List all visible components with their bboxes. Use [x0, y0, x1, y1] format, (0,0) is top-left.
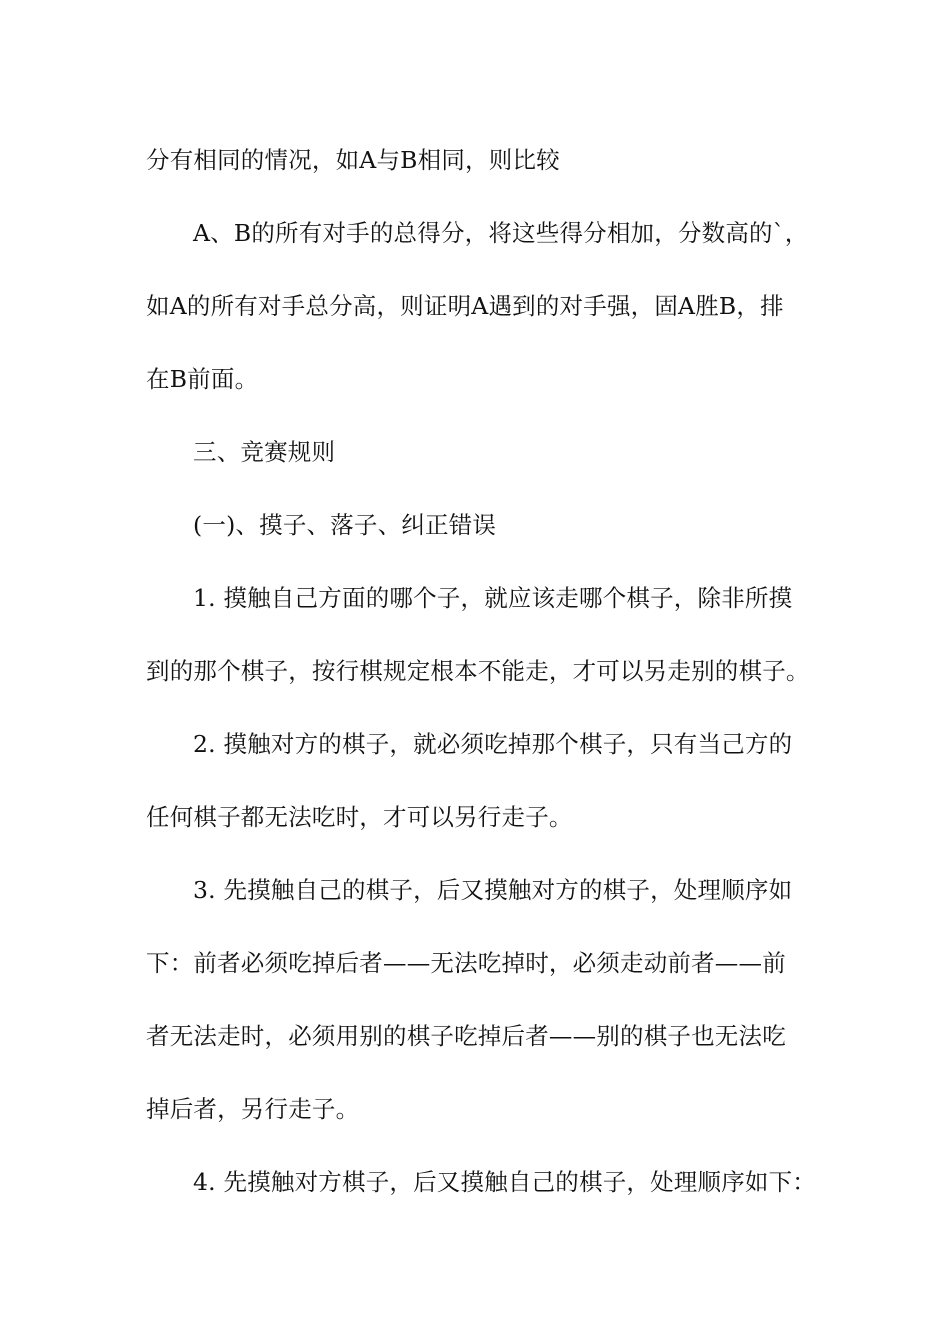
rule-1-line-1: 1. 摸触自己方面的哪个子，就应该走哪个棋子，除非所摸 — [193, 584, 793, 612]
section-heading: 三、竞赛规则 — [193, 438, 336, 466]
rule-3-line-2: 下：前者必须吃掉后者——无法吃掉时，必须走动前者——前 — [146, 949, 786, 977]
document-body — [146, 124, 822, 1219]
text-line-4: 在B前面。 — [146, 365, 259, 393]
rule-3-line-3: 者无法走时，必须用别的棋子吃掉后者——别的棋子也无法吃 — [146, 1022, 786, 1050]
text-line-1: 分有相同的情况，如A与B相同，则比较 — [146, 146, 560, 174]
text-line-3: 如A的所有对手总分高，则证明A遇到的对手强，固A胜B，排 — [146, 292, 784, 320]
rule-3-line-1: 3. 先摸触自己的棋子，后又摸触对方的棋子，处理顺序如 — [193, 876, 793, 904]
rule-4-line-1: 4. 先摸触对方棋子，后又摸触自己的棋子，处理顺序如下： — [193, 1168, 816, 1196]
rule-2-line-2: 任何棋子都无法吃时，才可以另行走子。 — [146, 803, 573, 831]
text-line-2: A、B的所有对手的总得分，将这些得分相加，分数高的`， — [193, 219, 809, 247]
subsection-heading: (一)、摸子、落子、纠正错误 — [193, 511, 497, 539]
rule-3-line-4: 掉后者，另行走子。 — [146, 1095, 360, 1123]
rule-2-line-1: 2. 摸触对方的棋子，就必须吃掉那个棋子，只有当己方的 — [193, 730, 793, 758]
rule-1-line-2: 到的那个棋子，按行棋规定根本不能走，才可以另走别的棋子。 — [146, 657, 810, 685]
